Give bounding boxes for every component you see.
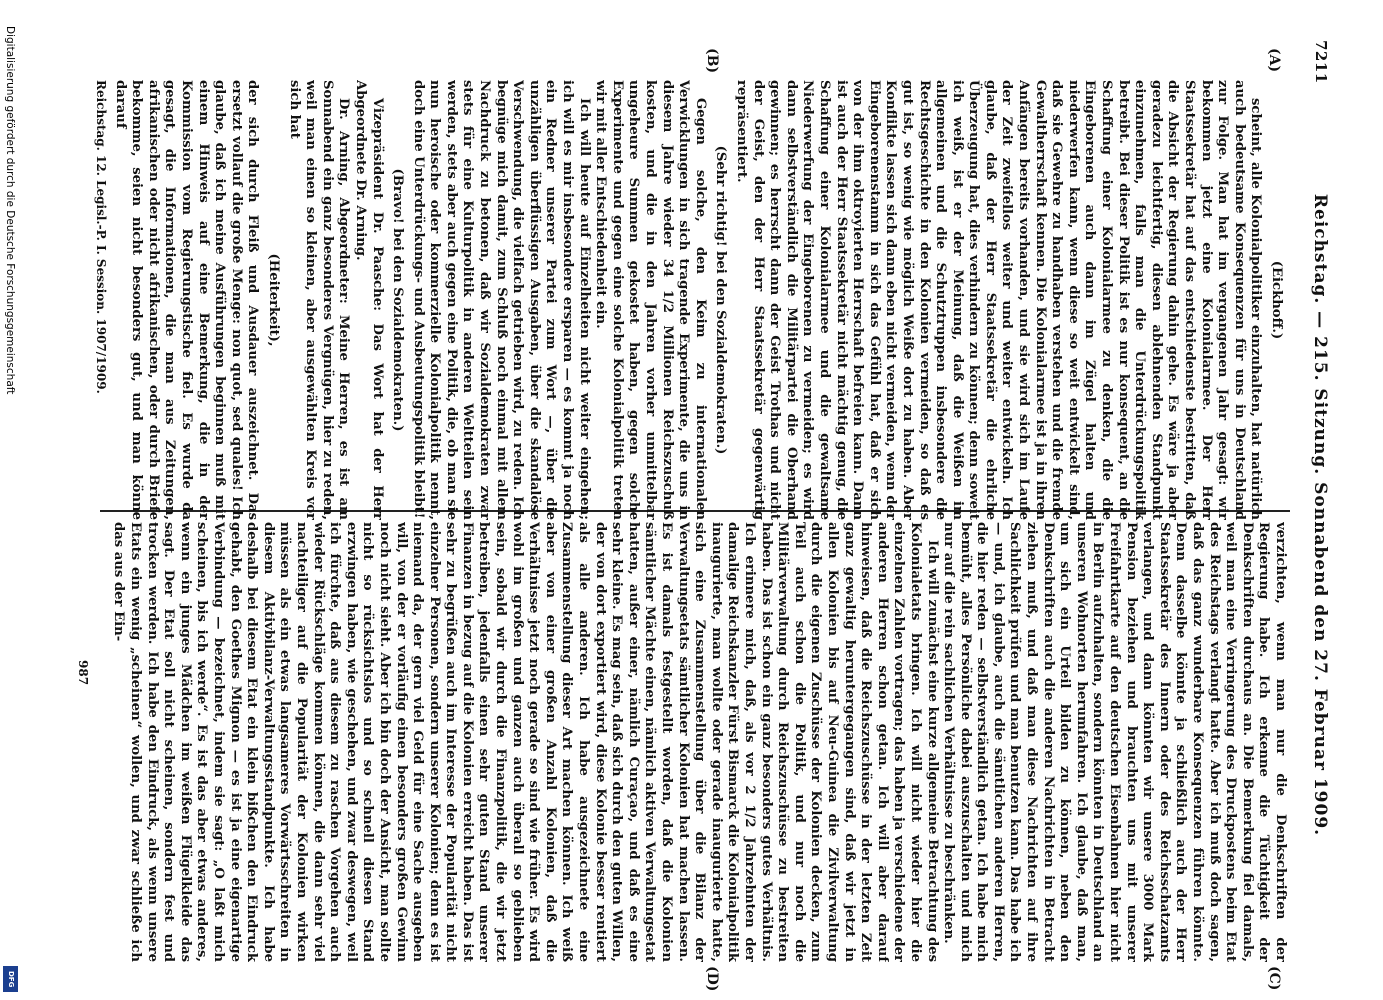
page-footer: Reichstag. 12. Legisl.-P. I. Session. 1907/1909. <box>94 80 108 394</box>
margin-marker-b: (B) <box>704 48 720 74</box>
credit-text: Digitalisierung gefördert durch die Deutsche Forschungsgemeinschaft <box>4 26 16 395</box>
interjection: (Heiterkeit), <box>265 253 281 347</box>
digitization-credit <box>4 22 20 982</box>
paragraph: Ich will zunächst eine kurze allgemeine Betrachtung des Kolonialetats bringen. Ich will nicht wieder hier die einzelnen Zahlen vortragen; das haben ja verschiedene der anderen Herren schon getan. Ich will aber darauf hinweisen, daß die Reichszuschüsse in der letzten Zeit ganz gewaltig heruntergegangen sind, daß wir jetzt in allen Kolonien bis auf Neu-Guinea die Zivilverwaltung durch die eigenen Zuschüsse der Kolonien decken, zum Teil auch schon die Politik, und nur noch die Militärverwaltung durch Reichszuschüsse zu bestreiten haben. Das ist schon ein ganz besonders gutes Verhältnis. Ich erinnere mich, daß, als vor 2 1/2 Jahrzehnten der damalige Reichskanzler Fürst Bismarck die Kolonialpolitik inaugurierte, man wollte oder gerade inaugurierte hatte, sich eine Zusammenstellung über die Bilanz der Verwaltungsetats sämtlicher Kolonien hat machen lassen. Es ist damals festgestellt worden, daß die Kolonien sämtlicher Mächte einen, nämlich aktiven Verwaltungsetat hatten, außer einer, nämlich Curaçao, und daß es eine sehr kleine. Es mag sein, daß sich durch den guten Willen, der von dort exportiert wird, diese Kolonie besser rentiert als alle anderen. Ich habe ausgezeichnete eine Zusammenstellung dieser Art machen können. Ich weiß aber von einer großen Anzahl Kolonien, daß die Verhältnisse jetzt noch gerade so sind wie früher. Es wird wohl im großen und ganzen auch überall so geblieben sein, sobald wir durch die Finanzpolitik, die wir jetzt betreiben, jedenfalls einen sehr guten Stand unserer Finanzen in bezug auf die Kolonien erreicht haben. Das ist sehr zu begrüßen auch im Interesse der Popularität nicht einzelner Personen, sondern unserer Kolonien; denn es ist niemand da, der gern viel Geld für eine Sache ausgeben will, von der er vorläufig einen besonders großen Gewinn noch nicht sieht. Aber ich bin doch der Ansicht, man sollte nicht so rücksichtslos und so schnell diesen Stand erzwingen haben, wie geschehen, und zwar deswegen, weil ich fürchte, daß aus diesem zu raschen Vorgehen auch wieder Rückschläge kommen können, die dann sehr viel nachteiliger auf die Popularität der Kolonien wirken müssen als ein etwas langsameres Vorwärtsschreiten in diesem Aktivbilanz-Verwaltungsstandpunkte. Ich habe deshalb bei diesem Etat ein klein bißchen den Eindruck gehabt, den Goethes Mignon — es ist ja eine eigenartige Verbindung — bezeichnet, indem sie sagt: „O laßt mich scheinen, bis ich werde“. Es ist das aber etwas anderes, wenn ein junges Mädchen im weißen Flügelkleide das sagt. Der Etat soll nicht scheinen, sondern fest und trocken werden. Ich habe den Eindruck, als wenn unsere Etats ein wenig „scheinen“ wollen, und zwar schließe ich das aus der Ein- <box>111 522 940 962</box>
paragraph: Dr. Arning, Abgeordneter: Meine Herren, es ist am Sonnabend ein ganz besonderes Vergnügen, hier zu reden, weil man einen so kleinen, aber ausgewählten Kreis vor sich hat <box>286 80 352 520</box>
paragraph: der sich durch Fleiß und Ausdauer auszeichnet. Das ersetzt vollauf die große Menge: non quot, sed quales! Ich glaube, daß ich meine Ausführungen beginnen muß mit einem Hinweis auf eine Bemerkung, die in der Kommission vom Regierungstische fiel. Es wurde da gesagt, die Informationen, die man aus Zeitungen, afrikanischen oder nicht afrikanischen, oder durch Briefe bekomme, seien nicht besonders gut, und man könne darauf <box>112 80 261 520</box>
header-title: Reichstag. — 215. Sitzung. Sonnabend den 27. Februar 1909. <box>1310 193 1330 837</box>
interjection: (Sehr richtig! bei den Sozialdemokraten.) <box>713 145 729 455</box>
paragraph: verzichten, wenn man nur die Denkschriften der Regierung habe. Ich erkenne die Tüchtigkeit der Denkschriften durchaus an. Die Bemerkung fiel damals, weil man eine Verringerung des Druckpostens beim Etat des Reichstags verlangt hatte. Aber ich muß doch sagen, daß das ganz wunderbare Konsequenzen führen könnte. Denn dasselbe könnte ja schließlich auch der Herr Staatssekretär des Innern oder des Reichsschatzamts verlangen, und dann könnten wir unsere 3000 Mark Pension beziehen und brauchten uns mit unserer Freifahrtkarte auf den deutschen Eisenbahnen hier nicht in Berlin aufzuhalten, sondern könnten in Deutschland an unseren Wohnorten herumfahren. Ich glaube, daß man, um sich ein Urteil bilden zu können, neben den Denkschriften auch die anderen Nachrichten in Betracht ziehen muß, und daß man diese Nachrichten auf ihre Sachlichkeit prüfen und man benutzen kann. Das habe ich — und, ich glaube, auch die sämtlichen anderen Herren, die hier reden — selbstverständlich getan. Ich habe mich bemüht, alles Persönliche dabei auszuschalten und mich nur auf die rein sachlichen Verhältnisse zu beschränken. <box>941 522 1288 962</box>
paragraph: Gegen solche, den Keim zu internationalen Verwicklungen in sich tragende Experimente, die uns in diesem Jahre wieder 34 1/2 Millionen Reichszuschuß kosten, und die in den Jahren vorher unmittelbar ungeheure Summen gekostet haben, gegen solche Experimente und gegen eine solche Kolonialpolitik treten wir mit aller Entschiedenheit ein. <box>593 80 708 520</box>
paragraph: Vizepräsident Dr. Paasche: Das Wort hat der Herr Abgeordnete Dr. Arning. <box>352 80 385 520</box>
dfg-logo: DFG <box>3 966 18 992</box>
left-column <box>108 80 1288 520</box>
right-column <box>108 522 1288 962</box>
newspaper-page <box>60 40 1330 990</box>
page-header <box>1296 40 1330 990</box>
paragraph: Ich will heute auf Einzelheiten nicht weiter eingehen; ich will es mir insbesondere ersparen — es kommt ja noch ein Redner unserer Partei zum Wort —, über die unzähligen überflüssigen Ausgaben, über die skandalöse Verschwendung, die vielfach getrieben wird, zu reden. Ich begnüge mich damit, zum Schluß noch einmal mit allem Nachdruck zu betonen, daß wir Sozialdemokraten zwar stets für eine Kulturpolitik in anderen Weltteilen sein werden, stets aber auch gegen eine Politik, die, ob man sie nun heroische oder kommerzielle Kolonialpolitik nennt, doch eine Unterdrückungs- und Ausbeutungspolitik bleibt! <box>410 80 592 520</box>
header-page-number: 7211 <box>1312 40 1330 84</box>
margin-marker-c: (C) <box>1266 966 1282 991</box>
margin-marker-a: (A) <box>1266 48 1282 73</box>
interjection: (Bravo! bei den Sozialdemokraten.) <box>390 168 406 432</box>
sheet-number: 987 <box>76 660 90 686</box>
speaker-tag: (Eickhoff.) <box>1269 260 1284 340</box>
paragraph: scheint, alle Kolonialpolitiker einzuhalten, hat natürlich auch bedeutsame Konsequenzen für uns in Deutschland zur Folge. Man hat im vergangenen Jahr gesagt: wir bekommen jetzt eine Kolonialarmee. Der Herr Staatssekretär hat auf das entschiedenste bestritten, daß die Absicht der Regierung dahin gehe. Es wäre ja aber geradezu leichtfertig, diesen ablehnenden Standpunkt einzunehmen, falls man die Unterdrückungspolitik betreibt. Bei dieser Politik ist es nur konsequent, an die Schaffung einer Kolonialarmee zu denken, die die Eingeborenen auch dann im Zügel halten und niederwerfen kann, wenn diese so weit entwickelt sind, daß sie Gewehre zu handhaben verstehen und die fremde Gewaltherrschaft kennen. Die Kolonialarmee ist ja in ihren Anfängen bereits vorhanden, und sie wird sich im Laufe der Zeit zweifellos weiter und weiter entwickeln. Ich glaube, daß der Herr Staatssekretär die ehrliche Überzeugung hat, dies verhindern zu können; denn soweit ich weiß, ist er der Meinung, daß die Weißen im allgemeinen und die Schutztruppen insbesondere die Rechtsgeschichte in den Kolonien vermeiden, so daß es gut ist, so wenig wie möglich Weiße dort zu haben. Aber Konflikte lassen sich dann eben nicht vermeiden, wenn der Eingeborenenstamm in sich das Gefühl hat, daß er sich von der ihm oktroyierten Herrschaft befreien kann. Dann ist auch der Herr Staatssekretär nicht mächtig genug, die Schaffung einer Kolonialarmee und die gewaltsame Niederwerfung der Eingeborenen zu vermeiden; es wird dann selbstverständlich die Militärpartei die Oberhand gewinnen; es herrscht dann der Geist Trothas und nicht der Geist, den der Herr Staatssekretär gegenwärtig repräsentiert. <box>734 80 1264 520</box>
margin-marker-d: (D) <box>704 966 720 992</box>
